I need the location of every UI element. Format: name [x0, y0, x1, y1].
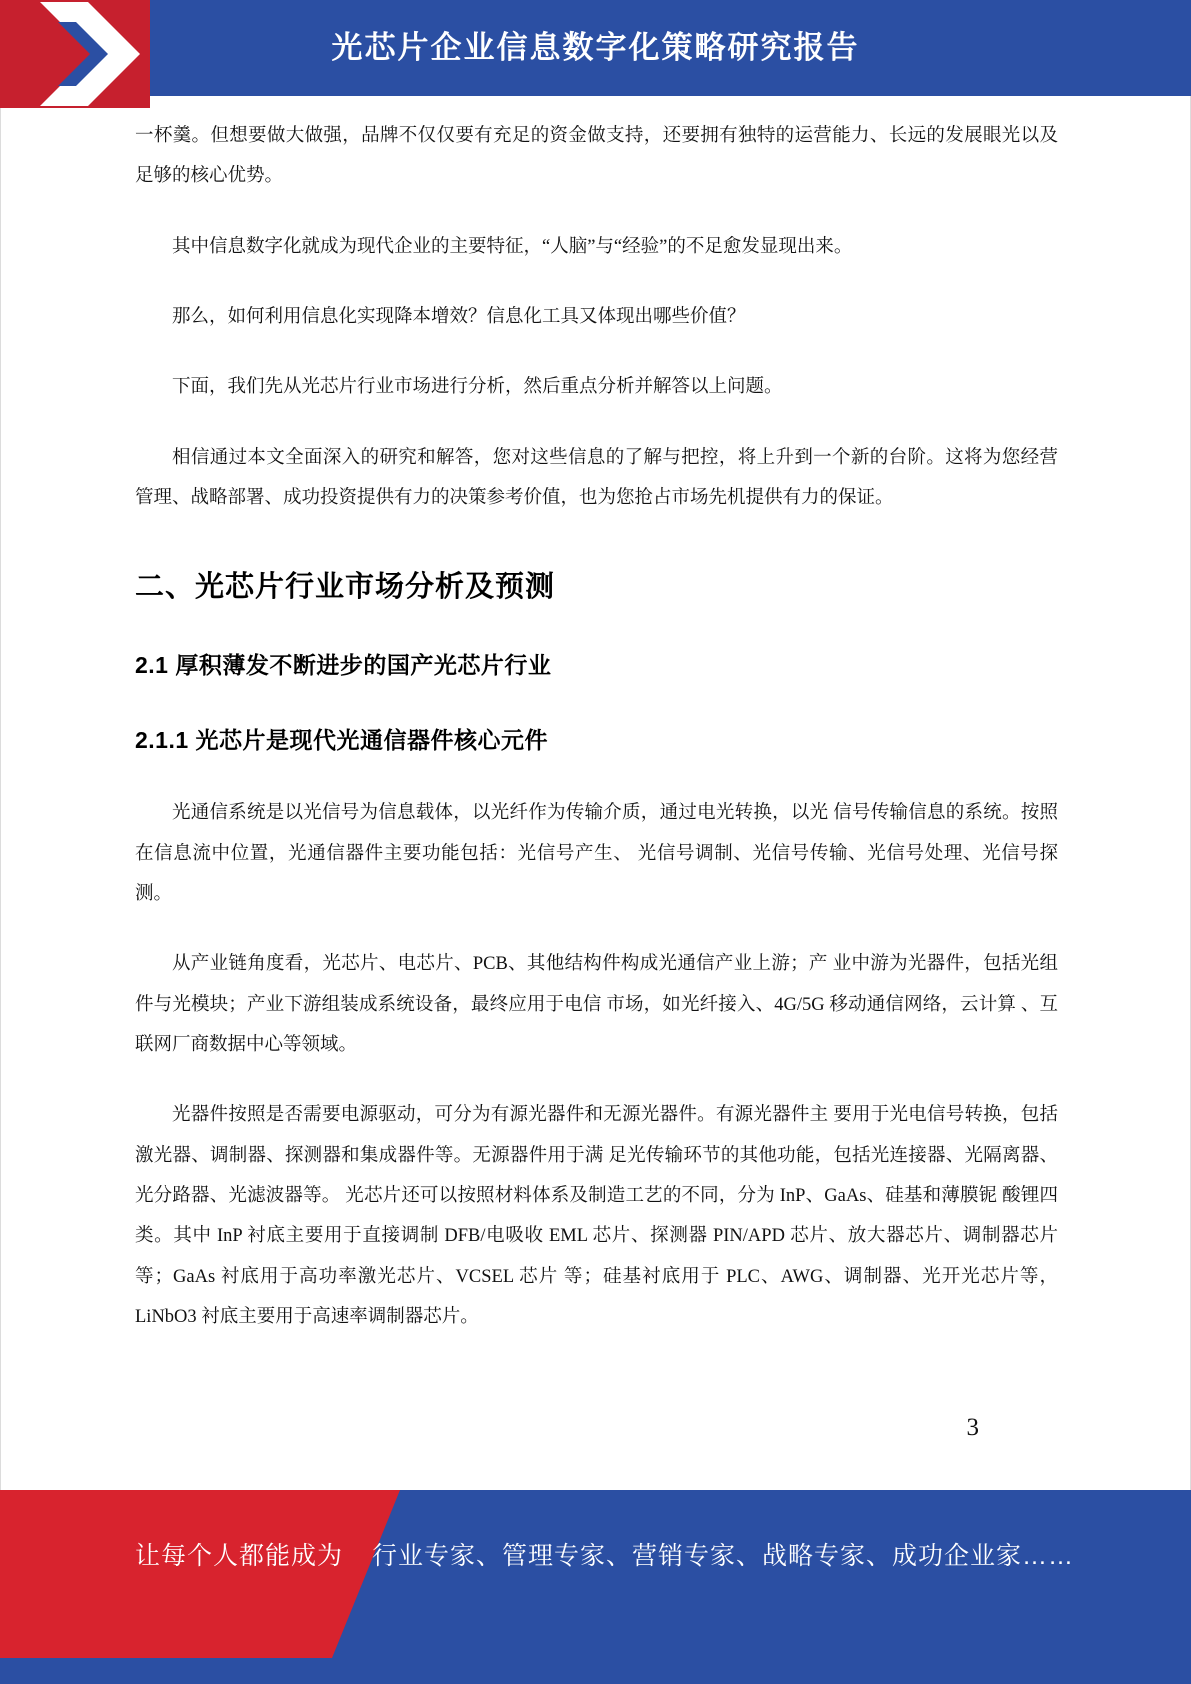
document-body	[135, 116, 1058, 1367]
paragraph: 光器件按照是否需要电源驱动，可分为有源光器件和无源光器件。有源光器件主 要用于光电信号转换，包括激光器、调制器、探测器和集成器件等。无源器件用于满 足光传输环节的其他功能，包括光连接器、光隔离器、光分路器、光滤波器等。 光芯片还可以按照材料体系及制造工艺的不同，分为 InP、GaAs、硅基和薄膜铌 酸锂四类。其中 InP 衬底主要用于直接调制 DFB/电吸收 EML 芯片、探测器 PIN/APD 芯片、放大器芯片、调制器芯片等；GaAs 衬底用于高功率激光芯片、VCSEL 芯片 等；硅基衬底用于 PLC、AWG、调制器、光开光芯片等，LiNbO3 衬底主要用于高速率调制器芯片。	[135, 1105, 1058, 1327]
subsubsection-heading: 2.1.1 光芯片是现代光通信器件核心元件	[135, 727, 549, 754]
report-title: 光芯片企业信息数字化策略研究报告	[331, 30, 860, 65]
chevron-arrow-icon	[0, 0, 150, 108]
footer-slogan: 让每个人都能成为	[135, 1542, 344, 1570]
page-header	[0, 0, 1191, 96]
page-number: 3	[966, 1414, 979, 1441]
paragraph: 那么，如何利用信息化实现降本增效？信息化工具又体现出哪些价值？	[172, 306, 746, 327]
paragraph: 其中信息数字化就成为现代企业的主要特征，“人脑”与“经验”的不足愈发显现出来。	[172, 236, 853, 257]
paragraph: 下面，我们先从光芯片行业市场进行分析，然后重点分析并解答以上问题。	[172, 377, 783, 398]
footer-red-shape	[0, 1490, 400, 1658]
paragraph: 相信通过本文全面深入的研究和解答，您对这些信息的了解与把控，将上升到一个新的台阶。这将为您经营管理、战略部署、成功投资提供有力的决策参考价值，也为您抢占市场先机提供有力的保证。	[135, 447, 1058, 508]
paragraph-continuation: 一杯羹。但想要做大做强，品牌不仅仅要有充足的资金做支持，还要拥有独特的运营能力、长远的发展眼光以及足够的核心优势。	[135, 126, 1058, 187]
section-heading: 二、光芯片行业市场分析及预测	[135, 571, 556, 604]
footer-experts-text: 行业专家、管理专家、营销专家、战略专家、成功企业家……	[372, 1542, 1075, 1570]
subsection-heading: 2.1 厚积薄发不断进步的国产光芯片行业	[135, 652, 552, 679]
header-red-accent	[0, 0, 150, 108]
page-footer	[0, 1490, 1191, 1684]
paragraph: 光通信系统是以光信号为信息载体，以光纤作为传输介质，通过电光转换，以光 信号传输信息的系统。按照在信息流中位置，光通信器件主要功能包括：光信号产生、 光信号调制、光信号传输、光信号处理、光信号探测。	[135, 803, 1058, 904]
paragraph: 从产业链角度看，光芯片、电芯片、PCB、其他结构件构成光通信产业上游；产 业中游为光器件，包括光组件与光模块；产业下游组装成系统设备，最终应用于电信 市场，如光纤接入、4G/5G 移动通信网络，云计算 、互联网厂商数据中心等领域。	[135, 954, 1058, 1055]
